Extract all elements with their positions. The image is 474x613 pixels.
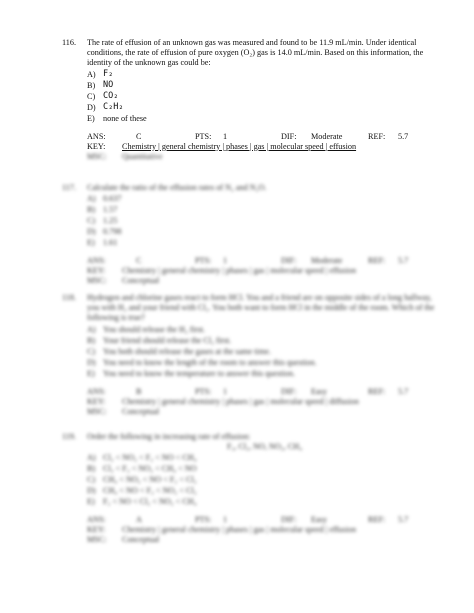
question-number: 116. [62,38,77,47]
choice-e: E) F₂ < NO < Cl₂ < NO₂ < CH₄ [87,497,197,507]
dif-value: Moderate [311,131,343,141]
question-119 [62,432,442,545]
choice-d: D) CH₄ < NO < F₂ < NO₂ < Cl₂ [87,486,197,496]
choice-b: B) Cl₂ < F₂ < NO₂ < CH₄ < NO [87,464,197,474]
answer-row [87,132,442,142]
answer-metadata [87,132,442,162]
choice-c: C) You both should release the gases at the same time. [87,346,271,356]
choice-b: B) NO [87,79,114,90]
msc-label: MSC: [87,151,107,161]
choice-list [87,69,442,124]
choice-b: B) 1.57 [87,205,118,215]
choice-d: D) 0.798 [87,227,122,237]
choice-e: E) none of these [87,113,147,123]
choice-a: A) F₂ [87,68,114,79]
choice-list [87,193,442,248]
choice-a: A) You should release the H₂ first. [87,324,206,334]
key-value: Chemistry | general chemistry | phases | gas | molecular speed | effusion [122,141,357,151]
choice-list [87,452,442,507]
choice-e: E) 1.61 [87,238,118,248]
ref-label: REF: [368,131,386,141]
choice-b: B) Your friend should release the Cl₂ first. [87,335,232,345]
dif-label: DIF: [281,131,297,141]
choice-d: D) C₂H₂ [87,101,124,112]
question-text: Hydrogen and chlorine gases react to form HCl. You and a friend are on opposite sides of a long hallway, you with H₂ and your friend with Cl₂. You both want to form HCl in the middle of the room. Which of the following is true? [87,293,435,323]
pts-value: 1 [223,131,228,141]
choice-c: C) CH₄ < NO₂ < NO < F₂ < Cl₂ [87,475,197,485]
msc-value: Quantitative [122,151,163,161]
question-116 [62,38,442,162]
answer-row: ANS: A PTS: 1 DIF: Easy REF: 5.7 [87,515,409,525]
answer-metadata [87,256,442,286]
answer-metadata [87,387,442,417]
key-row: KEY: Chemistry | general chemistry | phases | gas | molecular speed | effusion [87,266,357,276]
choice-d: D) You need to know the length of the room to answer this question. [87,357,317,367]
question-number: 118. [62,293,77,302]
choice-c: C) CO₂ [87,90,119,101]
question-118 [62,293,442,417]
answer-row: ANS: C PTS: 1 DIF: Moderate REF: 5.7 [87,256,409,266]
choice-c: C) 1.25 [87,216,118,226]
pts-label: PTS: [195,131,212,141]
question-number: 119. [62,432,77,441]
ref-value: 5.7 [398,131,409,141]
ans-value: C [136,131,142,141]
question-number: 117. [62,183,77,192]
answer-metadata [87,515,442,545]
question-text: The rate of effusion of an unknown gas was measured and found to be 11.9 mL/min. Under identical conditions, the rate of effusion of pure oxygen (O₂) gas is 14.0 mL/min. Based on this information, the identity of the unknown gas could be: [87,38,424,68]
msc-row: MSC: Conceptual [87,535,160,545]
key-label: KEY: [87,141,106,151]
choice-e: E) You need to know the temperature to answer this question. [87,368,295,378]
answer-row: ANS: B PTS: 1 DIF: Easy REF: 5.7 [87,386,409,396]
choice-a: A) 0.637 [87,194,122,204]
msc-row: MSC: Conceptual [87,406,160,416]
key-row [87,142,442,152]
question-117 [62,183,442,286]
ans-label: ANS: [87,131,106,141]
choice-list [87,324,442,379]
question-text: Calculate the ratio of the effusion rates of N₂ and N₂O. [87,183,267,192]
msc-row: MSC: Conceptual [87,276,160,286]
key-row: KEY: Chemistry | general chemistry | phases | gas | molecular speed | diffusion [87,396,359,406]
choice-a: A) Cl₂ < NO₂ < F₂ < NO < CH₄ [87,453,197,463]
question-subline: F₂, Cl₂, NO, NO₂, CH₄ [226,442,303,452]
key-row: KEY: Chemistry | general chemistry | phases | gas | molecular speed | effusion [87,525,357,535]
question-text: Order the following in increasing rate of effusion: F₂, Cl₂, NO, NO₂, CH₄ [87,432,442,452]
msc-row [87,152,442,162]
